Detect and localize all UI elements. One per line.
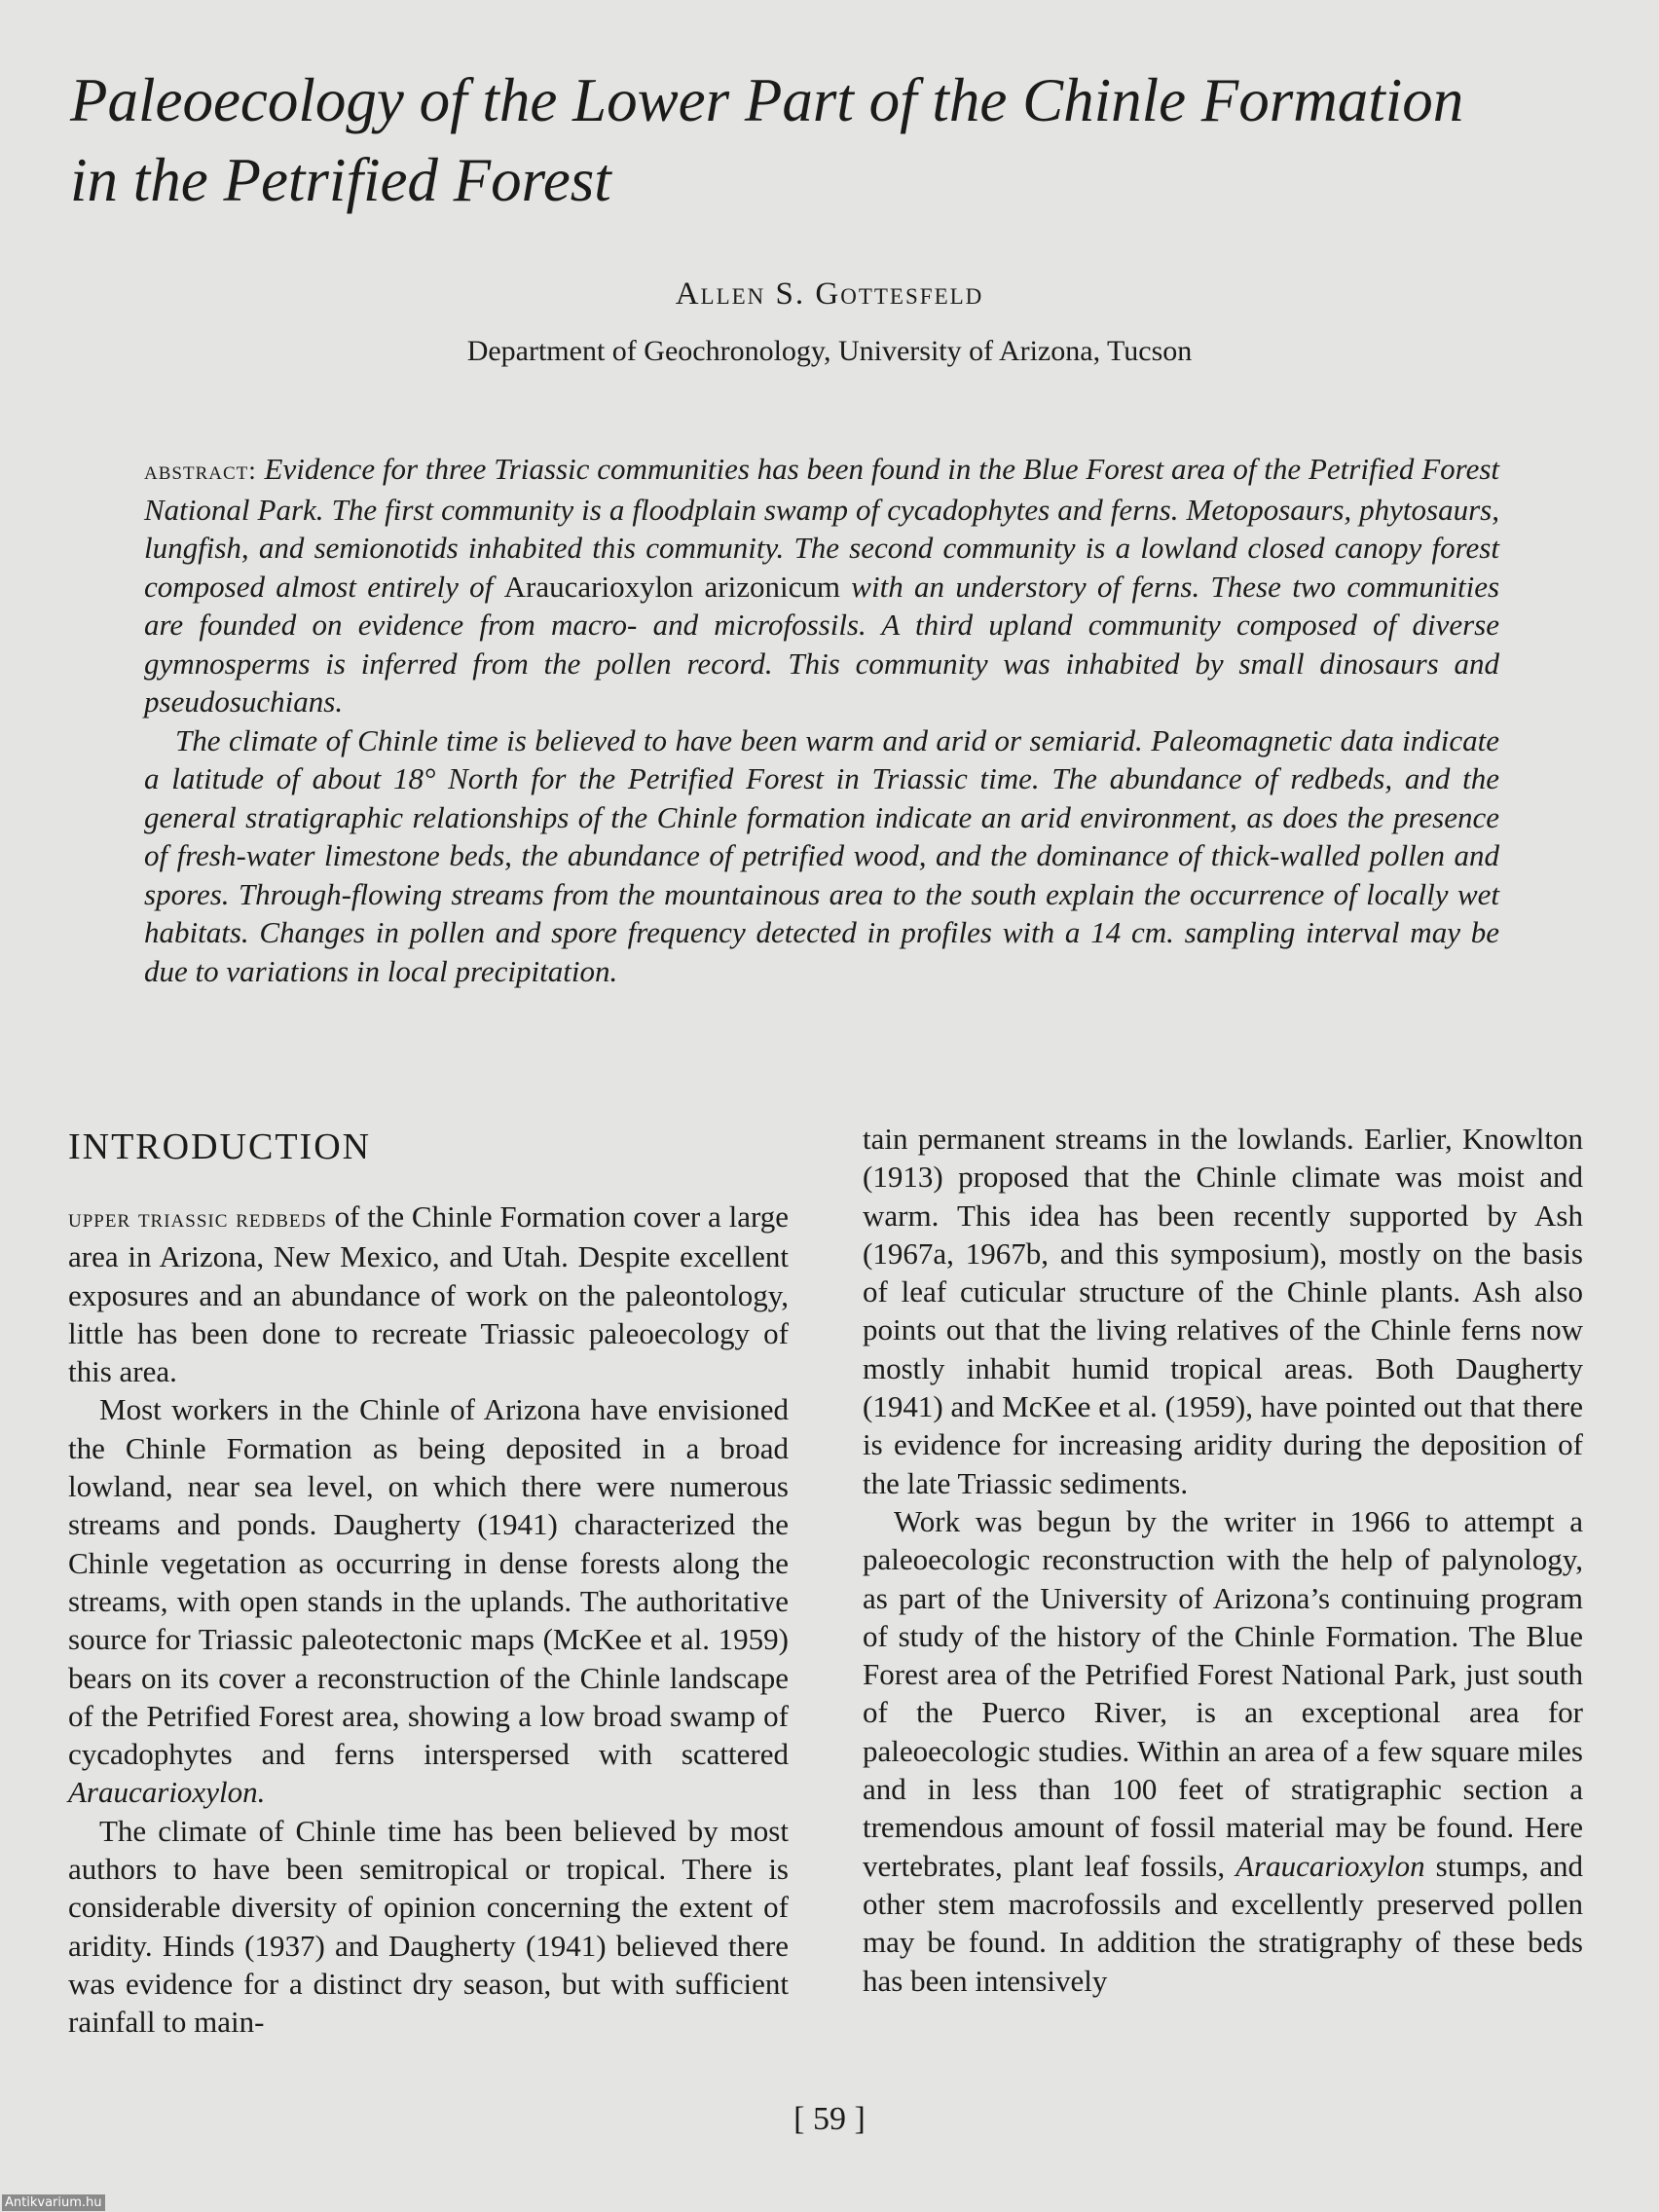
- author-name: Allen S. Gottesfeld: [675, 276, 984, 312]
- abstract-taxon: Araucarioxylon arizonicum: [503, 569, 840, 604]
- intro-lead-in: upper triassic redbeds: [68, 1203, 327, 1233]
- intro-paragraph-1: [68, 1198, 789, 1390]
- intro-paragraph-2: [68, 1390, 789, 1811]
- column-left: [68, 1120, 789, 2042]
- section-heading-introduction: INTRODUCTION: [68, 1126, 372, 1167]
- intro-text-1: of the Chinle Formation cover a large area in Arizona, New Mexico, and Utah. Despite excellent exposures and an abundance of work on the paleontology, little has been done to recreate Triassic paleoecology of this area.: [68, 1199, 789, 1389]
- intro-taxon-2: Araucarioxylon.: [68, 1775, 266, 1810]
- intro-paragraph-4: [863, 1502, 1583, 2000]
- intro-paragraph-3: The climate of Chinle time has been believed by most authors to have been semitropical or tropical. There is considerable diversity of opinion concerning the extent of aridity. Hinds (1937) and Daugherty (1941) believed there was evidence for a distinct dry season, but with sufficient rainfall to main-: [68, 1813, 789, 2040]
- intro-text-2a: Most workers in the Chinle of Arizona have envisioned the Chinle Formation as being deposited in a broad lowland, near sea level, on which there were numerous streams and ponds. Daugherty (1941) characterized the Chinle vegetation as occurring in dense forests along the streams, with open stands in the uplands. The authoritative source for Triassic paleotectonic maps (McKee et al. 1959) bears on its cover a reconstruction of the Chinle landscape of the Petrified Forest area, showing a low broad swamp of cycadophytes and ferns interspersed with scattered: [68, 1392, 789, 1772]
- author-affiliation: Department of Geochronology, University of Arizona, Tucson: [466, 335, 1193, 367]
- paper-title: [70, 60, 1589, 220]
- abstract-label: abstract:: [144, 456, 257, 485]
- title-line-1: Paleoecology of the Lower Part of the Chinle Formation: [70, 66, 1464, 134]
- intro-taxon-4: Araucarioxylon: [1235, 1848, 1425, 1883]
- watermark: Antikvarium.hu: [2, 2194, 105, 2211]
- abstract-paragraph-2: The climate of Chinle time is believed to have been warm and arid or semiarid. Paleomagnetic data indicate a latitude of about 18° North for the Petrified Forest in Triassic time. The abundance of redbeds, and the general stratigraphic relationships of the Chinle formation indicate an arid environment, as does the presence of fresh-water limestone beds, the abundance of petrified wood, and the dominance of thick-walled pollen and spores. Through-flowing streams from the mountainous area to the south explain the occurrence of locally wet habitats. Changes in pollen and spore frequency detected in profiles with a 14 cm. sampling interval may be due to variations in local precipitation.: [144, 722, 1499, 988]
- title-line-2: in the Petrified Forest: [70, 146, 611, 214]
- abstract: [144, 450, 1499, 990]
- intro-text-4b: stumps, and other stem macrofossils and excellently preserved pollen may be found. In addition the stratigraphy of these beds has been intensively: [863, 1848, 1584, 1998]
- intro-paragraph-3-continued: tain permanent streams in the lowlands. Earlier, Knowlton (1913) proposed that the Chinle climate was moist and warm. This idea has been recently supported by Ash (1967a, 1967b, and this symposium), mostly on the basis of leaf cuticular structure of the Chinle plants. Ash also points out that the living relatives of the Chinle ferns now mostly inhabit humid tropical areas. Both Daugherty (1941) and McKee et al. (1959), have pointed out that there is evidence for increasing aridity during the deposition of the late Triassic sediments.: [863, 1122, 1583, 1500]
- abstract-paragraph-1: [144, 450, 1499, 721]
- abstract-text-1a: Evidence for three Triassic communities has been found in the Blue Forest area of the Petrified Forest National Park. The first community is a floodplain swamp of cycadophytes and ferns. Metoposaurs, phytosaurs, lungfish, and semionotids inhabited this community. The second community is a lowland closed canopy forest composed almost entirely of: [144, 452, 1500, 604]
- page-number: [ 59 ]: [793, 2101, 866, 2137]
- intro-text-4a: Work was begun by the writer in 1966 to attempt a paleoecologic reconstruction with the help of palynology, as part of the University of Arizona’s continuing program of study of the history of the Chinle Formation. The Blue Forest area of the Petrified Forest National Park, just south of the Puerco River, is an exceptional area for paleoecologic studies. Within an area of a few square miles and in less than 100 feet of stratigraphic section a tremendous amount of fossil material may be found. Here vertebrates, plant leaf fossils,: [863, 1503, 1583, 1883]
- abstract-text-1b: with an understory of ferns. These two communities are founded on evidence from macro- and microfossils. A third upland community composed of diverse gymnosperms is inferred from the pollen record. This community was inhabited by small dinosaurs and pseudosuchians.: [144, 569, 1500, 719]
- column-right: [863, 1120, 1583, 2000]
